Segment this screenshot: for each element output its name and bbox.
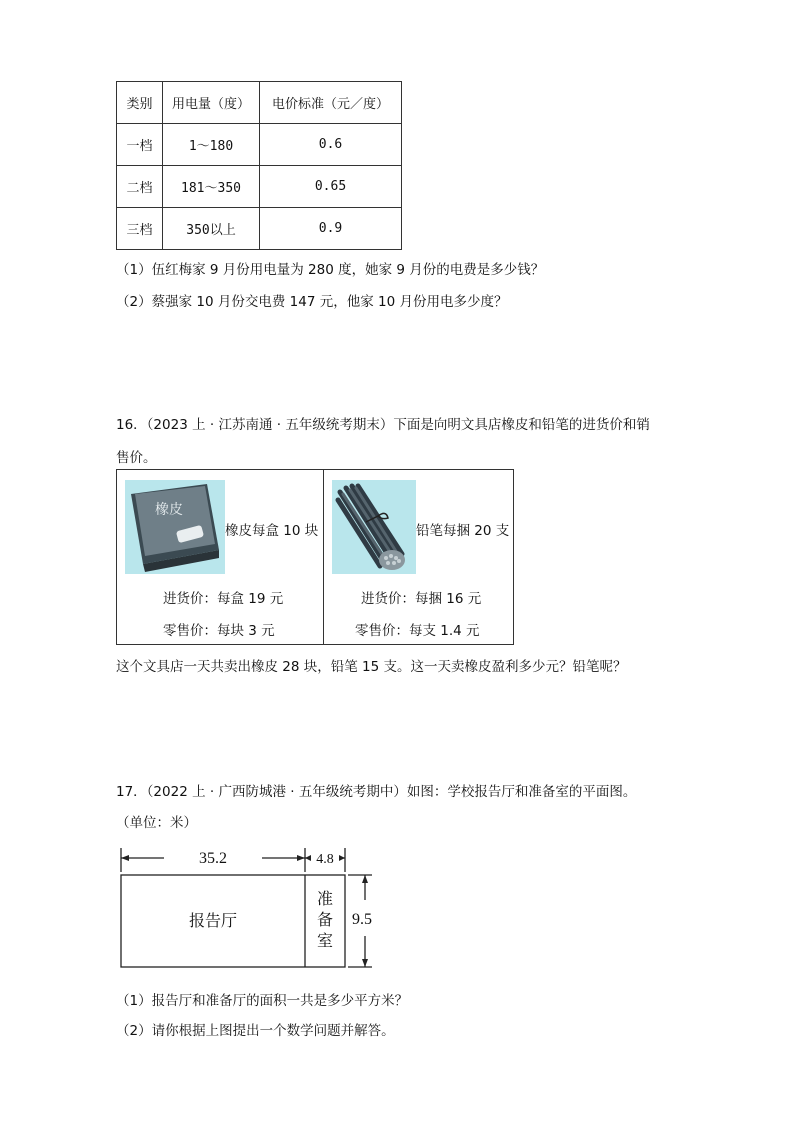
table-cell: 三档: [117, 208, 163, 250]
table-row: [117, 208, 402, 250]
table-cell: 350以上: [163, 208, 260, 250]
dimension-width-prep: 4.8: [316, 852, 334, 867]
eraser-box-label: 橡皮: [155, 502, 183, 518]
box-divider: [323, 470, 324, 644]
q17-subquestion-2: （2）请你根据上图提出一个数学问题并解答。: [116, 1023, 395, 1039]
prep-room-label-char: 准: [316, 889, 334, 908]
eraser-description: 橡皮每盒 10 块: [225, 523, 319, 539]
table-header-row: [117, 82, 402, 124]
table-header-cell: 类别: [117, 82, 163, 124]
table-cell: 二档: [117, 166, 163, 208]
q16-question: 这个文具店一天共卖出橡皮 28 块，铅笔 15 支。这一天卖橡皮盈利多少元？铅笔呢？: [116, 659, 627, 675]
prep-room-label-char: 备: [316, 910, 334, 929]
floor-plan-diagram: [116, 842, 386, 972]
table-row: [117, 166, 402, 208]
table-cell: 1～180: [163, 124, 260, 166]
pencil-retail-price: 零售价：每支 1.4 元: [355, 623, 480, 639]
pencil-description: 铅笔每捆 20 支: [416, 523, 510, 539]
table-cell: 一档: [117, 124, 163, 166]
dimension-height: 9.5: [352, 911, 372, 928]
table-cell: 181～350: [163, 166, 260, 208]
q17-unit: （单位：米）: [116, 815, 197, 831]
table-cell: 0.65: [260, 166, 402, 208]
dimension-width-hall: 35.2: [199, 850, 227, 867]
eraser-retail-price: 零售价：每块 3 元: [163, 623, 275, 639]
pencil-bundle-image: [332, 480, 416, 574]
q17-title: 17．（2022 上 · 广西防城港 · 五年级统考期中）如图：学校报告厅和准备室的平面图。: [116, 784, 637, 800]
q17-subquestion-1: （1）报告厅和准备厅的面积一共是多少平方米？: [116, 993, 409, 1009]
table-header-cell: 用电量（度）: [163, 82, 260, 124]
stationery-price-box: [116, 469, 514, 645]
table-header-cell: 电价标准（元／度）: [260, 82, 402, 124]
eraser-box-image: [125, 480, 225, 574]
hall-label: 报告厅: [188, 911, 238, 930]
pencil-purchase-price: 进货价：每捆 16 元: [361, 591, 482, 607]
table-cell: 0.6: [260, 124, 402, 166]
q15-subquestion-1: （1）伍红梅家 9 月份用电量为 280 度，她家 9 月份的电费是多少钱？: [116, 262, 545, 278]
q15-subquestion-2: （2）蔡强家 10 月份交电费 147 元，他家 10 月份用电多少度？: [116, 294, 508, 310]
table-cell: 0.9: [260, 208, 402, 250]
q16-title: 16．（2023 上 · 江苏南通 · 五年级统考期末）下面是向明文具店橡皮和铅笔的进货价和销: [116, 417, 650, 433]
eraser-purchase-price: 进货价：每盒 19 元: [163, 591, 284, 607]
q16-title-continued: 售价。: [116, 450, 157, 466]
prep-room-label-char: 室: [316, 931, 334, 950]
electricity-price-table: [116, 81, 402, 250]
table-row: [117, 124, 402, 166]
